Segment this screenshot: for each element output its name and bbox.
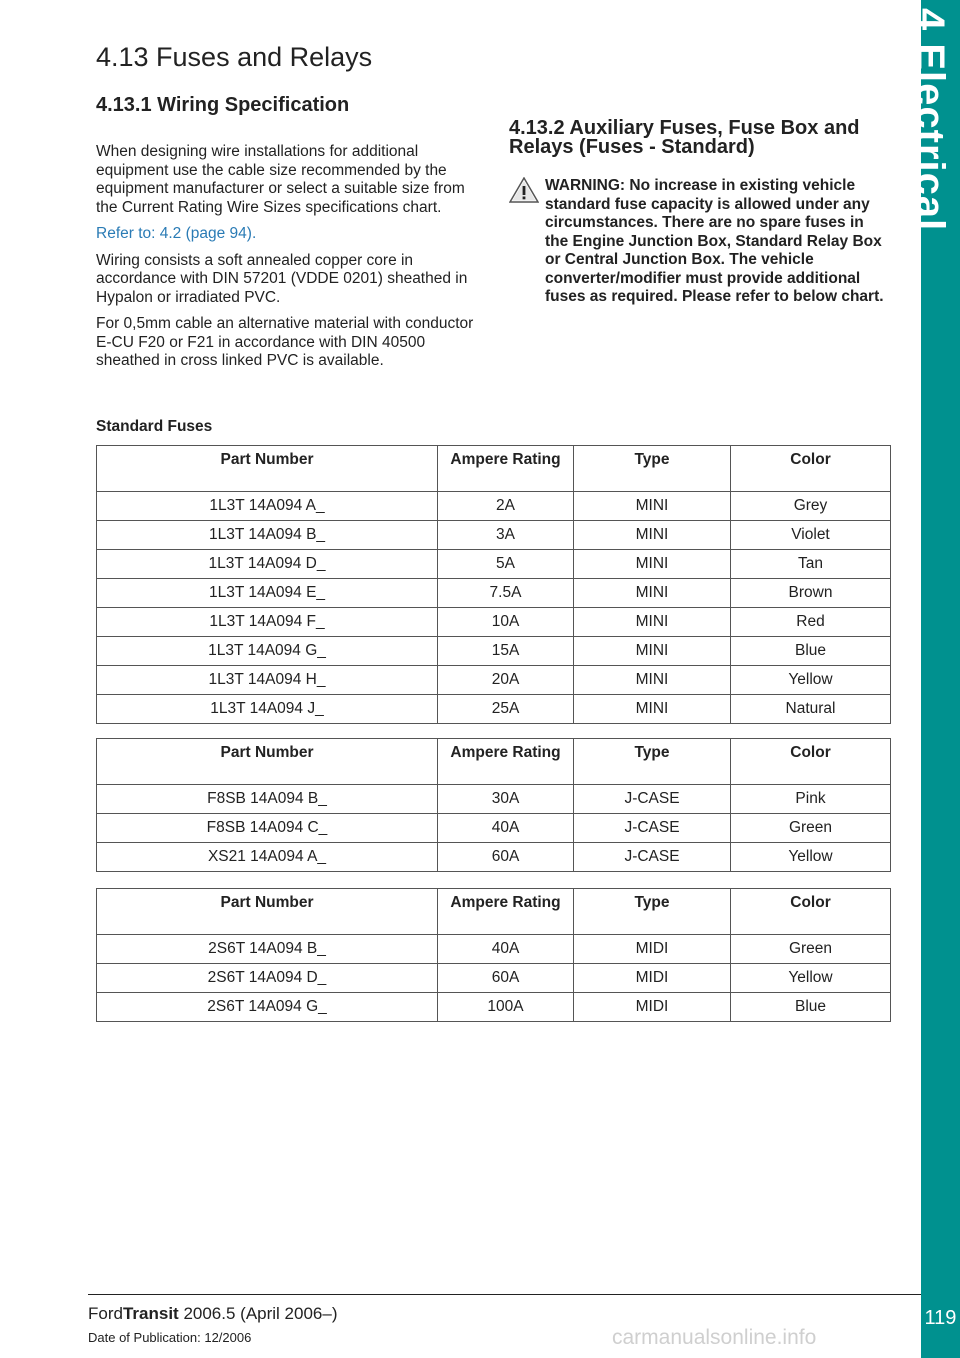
wiring-paragraph-2: Wiring consists a soft annealed copper core in accordance with DIN 57201 (VDDE 0201) sheathed in Hypalon or irradiated PVC. [96,251,468,306]
ampere-cell: 30A [438,785,574,814]
color-cell: Natural [731,695,891,724]
type-cell: MINI [574,666,731,695]
type-cell: MINI [574,492,731,521]
type-cell: MINI [574,521,731,550]
color-cell: Yellow [731,964,891,993]
color-cell: Grey [731,492,891,521]
wiring-reference-link[interactable]: Refer to: 4.2 (page 94). [96,225,257,242]
color-cell: Violet [731,521,891,550]
type-cell: MIDI [574,935,731,964]
column-header-ampere-rating: Ampere Rating [438,446,574,492]
ampere-cell: 7.5A [438,579,574,608]
footer-edition: 2006.5 (April 2006–) [178,1304,338,1323]
table-row [97,843,891,872]
column-header-type: Type [574,889,731,935]
footer-publication-date: Date of Publication: 12/2006 [88,1330,252,1345]
footer-model: Transit [122,1304,179,1323]
type-cell: J-CASE [574,814,731,843]
standard-fuses-label: Standard Fuses [96,418,213,435]
part-number-cell: 1L3T 14A094 F_ [97,608,438,637]
part-number-cell: F8SB 14A094 B_ [97,785,438,814]
warning-text: WARNING: No increase in existing vehicle standard fuse capacity is allowed under any circumstances. There are no spare fuses in the Engine Junction Box, Standard Relay Box or Central Junction Box. The vehicle converter/modifier must provide additional fuses as required. Please refer to below chart. [545,177,884,305]
ampere-cell: 10A [438,608,574,637]
table-row [97,993,891,1022]
table-header-row [97,739,891,785]
chapter-tab-label: 4 Electrical [908,8,952,232]
ampere-cell: 60A [438,964,574,993]
table-row [97,814,891,843]
site-watermark: carmanualsonline.info [612,1326,817,1349]
ampere-cell: 2A [438,492,574,521]
color-cell: Brown [731,579,891,608]
column-header-part-number: Part Number [97,889,438,935]
column-header-ampere-rating: Ampere Rating [438,739,574,785]
warning-triangle-icon [509,177,539,203]
column-header-type: Type [574,739,731,785]
table-row [97,935,891,964]
table-row [97,608,891,637]
type-cell: MINI [574,550,731,579]
part-number-cell: 2S6T 14A094 B_ [97,935,438,964]
part-number-cell: 2S6T 14A094 D_ [97,964,438,993]
ampere-cell: 40A [438,935,574,964]
part-number-cell: 1L3T 14A094 G_ [97,637,438,666]
ampere-cell: 40A [438,814,574,843]
jcase-fuse-table [96,738,891,872]
part-number-cell: 1L3T 14A094 E_ [97,579,438,608]
part-number-cell: F8SB 14A094 C_ [97,814,438,843]
type-cell: MINI [574,695,731,724]
part-number-cell: 1L3T 14A094 D_ [97,550,438,579]
midi-fuse-table [96,888,891,1022]
color-cell: Blue [731,993,891,1022]
ampere-cell: 15A [438,637,574,666]
color-cell: Pink [731,785,891,814]
type-cell: MINI [574,637,731,666]
wiring-heading: 4.13.1 Wiring Specification [96,94,350,116]
table-row [97,666,891,695]
wiring-specification-column [96,96,480,379]
column-header-part-number: Part Number [97,739,438,785]
table-header-row [97,446,891,492]
color-cell: Yellow [731,666,891,695]
ampere-cell: 60A [438,843,574,872]
color-cell: Red [731,608,891,637]
table-row [97,964,891,993]
part-number-cell: 1L3T 14A094 B_ [97,521,438,550]
column-header-color: Color [731,739,891,785]
ampere-cell: 5A [438,550,574,579]
table-row [97,492,891,521]
column-header-ampere-rating: Ampere Rating [438,889,574,935]
type-cell: MINI [574,608,731,637]
part-number-cell: 1L3T 14A094 A_ [97,492,438,521]
auxiliary-fuses-column [509,119,891,307]
footer-vehicle-title [88,1304,338,1324]
column-header-color: Color [731,446,891,492]
part-number-cell: 1L3T 14A094 H_ [97,666,438,695]
type-cell: MIDI [574,964,731,993]
color-cell: Green [731,935,891,964]
ampere-cell: 3A [438,521,574,550]
table-header-row [97,889,891,935]
table-row [97,785,891,814]
footer-brand: Ford [88,1304,123,1323]
auxiliary-heading: 4.13.2 Auxiliary Fuses, Fuse Box and Relays (Fuses - Standard) [509,117,860,158]
type-cell: MIDI [574,993,731,1022]
section-title: 4.13 Fuses and Relays [96,42,373,72]
footer-divider [88,1294,921,1295]
ampere-cell: 20A [438,666,574,695]
type-cell: J-CASE [574,843,731,872]
color-cell: Yellow [731,843,891,872]
wiring-paragraph-3: For 0,5mm cable an alternative material with conductor E-CU F20 or F21 in accordance with DIN 40500 sheathed in cross linked PVC is available. [96,315,474,369]
table-row [97,579,891,608]
part-number-cell: 2S6T 14A094 G_ [97,993,438,1022]
type-cell: J-CASE [574,785,731,814]
ampere-cell: 100A [438,993,574,1022]
table-row [97,637,891,666]
table-row [97,521,891,550]
warning-block [509,177,891,307]
color-cell: Blue [731,637,891,666]
part-number-cell: 1L3T 14A094 J_ [97,695,438,724]
type-cell: MINI [574,579,731,608]
ampere-cell: 25A [438,695,574,724]
mini-fuse-table [96,445,891,724]
table-row [97,695,891,724]
color-cell: Tan [731,550,891,579]
table-row [97,550,891,579]
column-header-color: Color [731,889,891,935]
column-header-type: Type [574,446,731,492]
page-number: 119 [924,1307,957,1329]
color-cell: Green [731,814,891,843]
part-number-cell: XS21 14A094 A_ [97,843,438,872]
wiring-paragraph-1: When designing wire installations for additional equipment use the cable size recommended by the equipment manufacturer or select a suitable size from the Current Rating Wire Sizes specifications chart. [96,143,465,216]
column-header-part-number: Part Number [97,446,438,492]
